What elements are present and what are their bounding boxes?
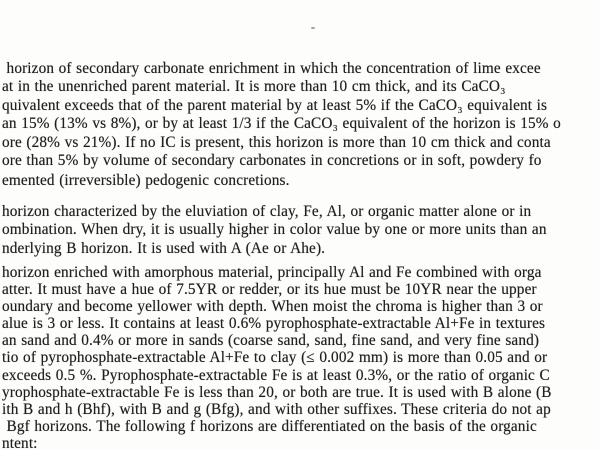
- text-line: emented (irreversible) pedogenic concretions.: [2, 172, 290, 189]
- text-line: tio of pyrophosphate-extractable Al+Fe to clay (≤ 0.002 mm) is more than 0.05 and or: [2, 349, 548, 367]
- text-line: horizon enriched with amorphous material, principally Al and Fe combined with orga: [2, 264, 542, 281]
- text-line: ith B and h (Bhf), with B and g (Bfg), and with other suffixes. These criteria do not ap: [2, 400, 551, 418]
- text-line: ore than 5% by volume of secondary carbonates in concretions or in soft, powdery fo: [2, 152, 542, 170]
- text-line: ore (28% vs 21%). If no IC is present, this horizon is more than 10 cm thick and conta: [2, 133, 551, 151]
- paragraph-cemented-concretions: [2, 172, 600, 190]
- text-line: an 15% (13% vs 8%), or by at least 1/3 if the CaCO₃ equivalent of the horizon is 15% o: [2, 115, 561, 133]
- text-line: yrophosphate-extractable Fe is less than 20, or both are true. It is used with B alone (B: [2, 383, 552, 401]
- text-line: ombination. When dry, it is usually higher in color value by one or more units than an: [2, 221, 547, 239]
- text-line: nderlying B horizon. It is used with A (Ae or Ahe).: [2, 239, 326, 257]
- text-line: Bgf horizons. The following f horizons are differentiated on the basis of the organic: [2, 417, 537, 435]
- text-line: horizon of secondary carbonate enrichment in which the concentration of lime excee: [2, 60, 541, 77]
- text-line: exceeds 0.5 %. Pyrophosphate-extractable Fe is at least 0.3%, or the ratio of organic C: [2, 366, 550, 384]
- text-line: atter. It must have a hue of 7.5YR or redder, or its hue must be 10YR near the upper: [2, 281, 537, 299]
- text-line: oundary and become yellower with depth. When moist the chroma is higher than 3 or: [2, 298, 543, 316]
- text-line: alue is 3 or less. It contains at least 0.6% pyrophosphate-extractable Al+Fe in textures: [2, 315, 546, 333]
- text-line: an sand and 0.4% or more in sands (coarse sand, sand, fine sand, and very fine sand): [2, 332, 540, 350]
- text-line: ntent:: [2, 434, 38, 450]
- text-line: quivalent exceeds that of the parent material by at least 5% if the CaCO₃ equivalent is: [2, 96, 548, 114]
- paragraph-secondary-carbonate-horizon: [2, 60, 600, 170]
- text-line: at in the unenriched parent material. It is more than 10 cm thick, and its CaCO₃: [2, 78, 506, 96]
- paragraph-amorphous-material-horizon: [2, 264, 600, 450]
- paragraph-eluviation-horizon: [2, 203, 600, 258]
- text-line: horizon characterized by the eluviation of clay, Fe, Al, or organic matter alone or in: [2, 203, 532, 220]
